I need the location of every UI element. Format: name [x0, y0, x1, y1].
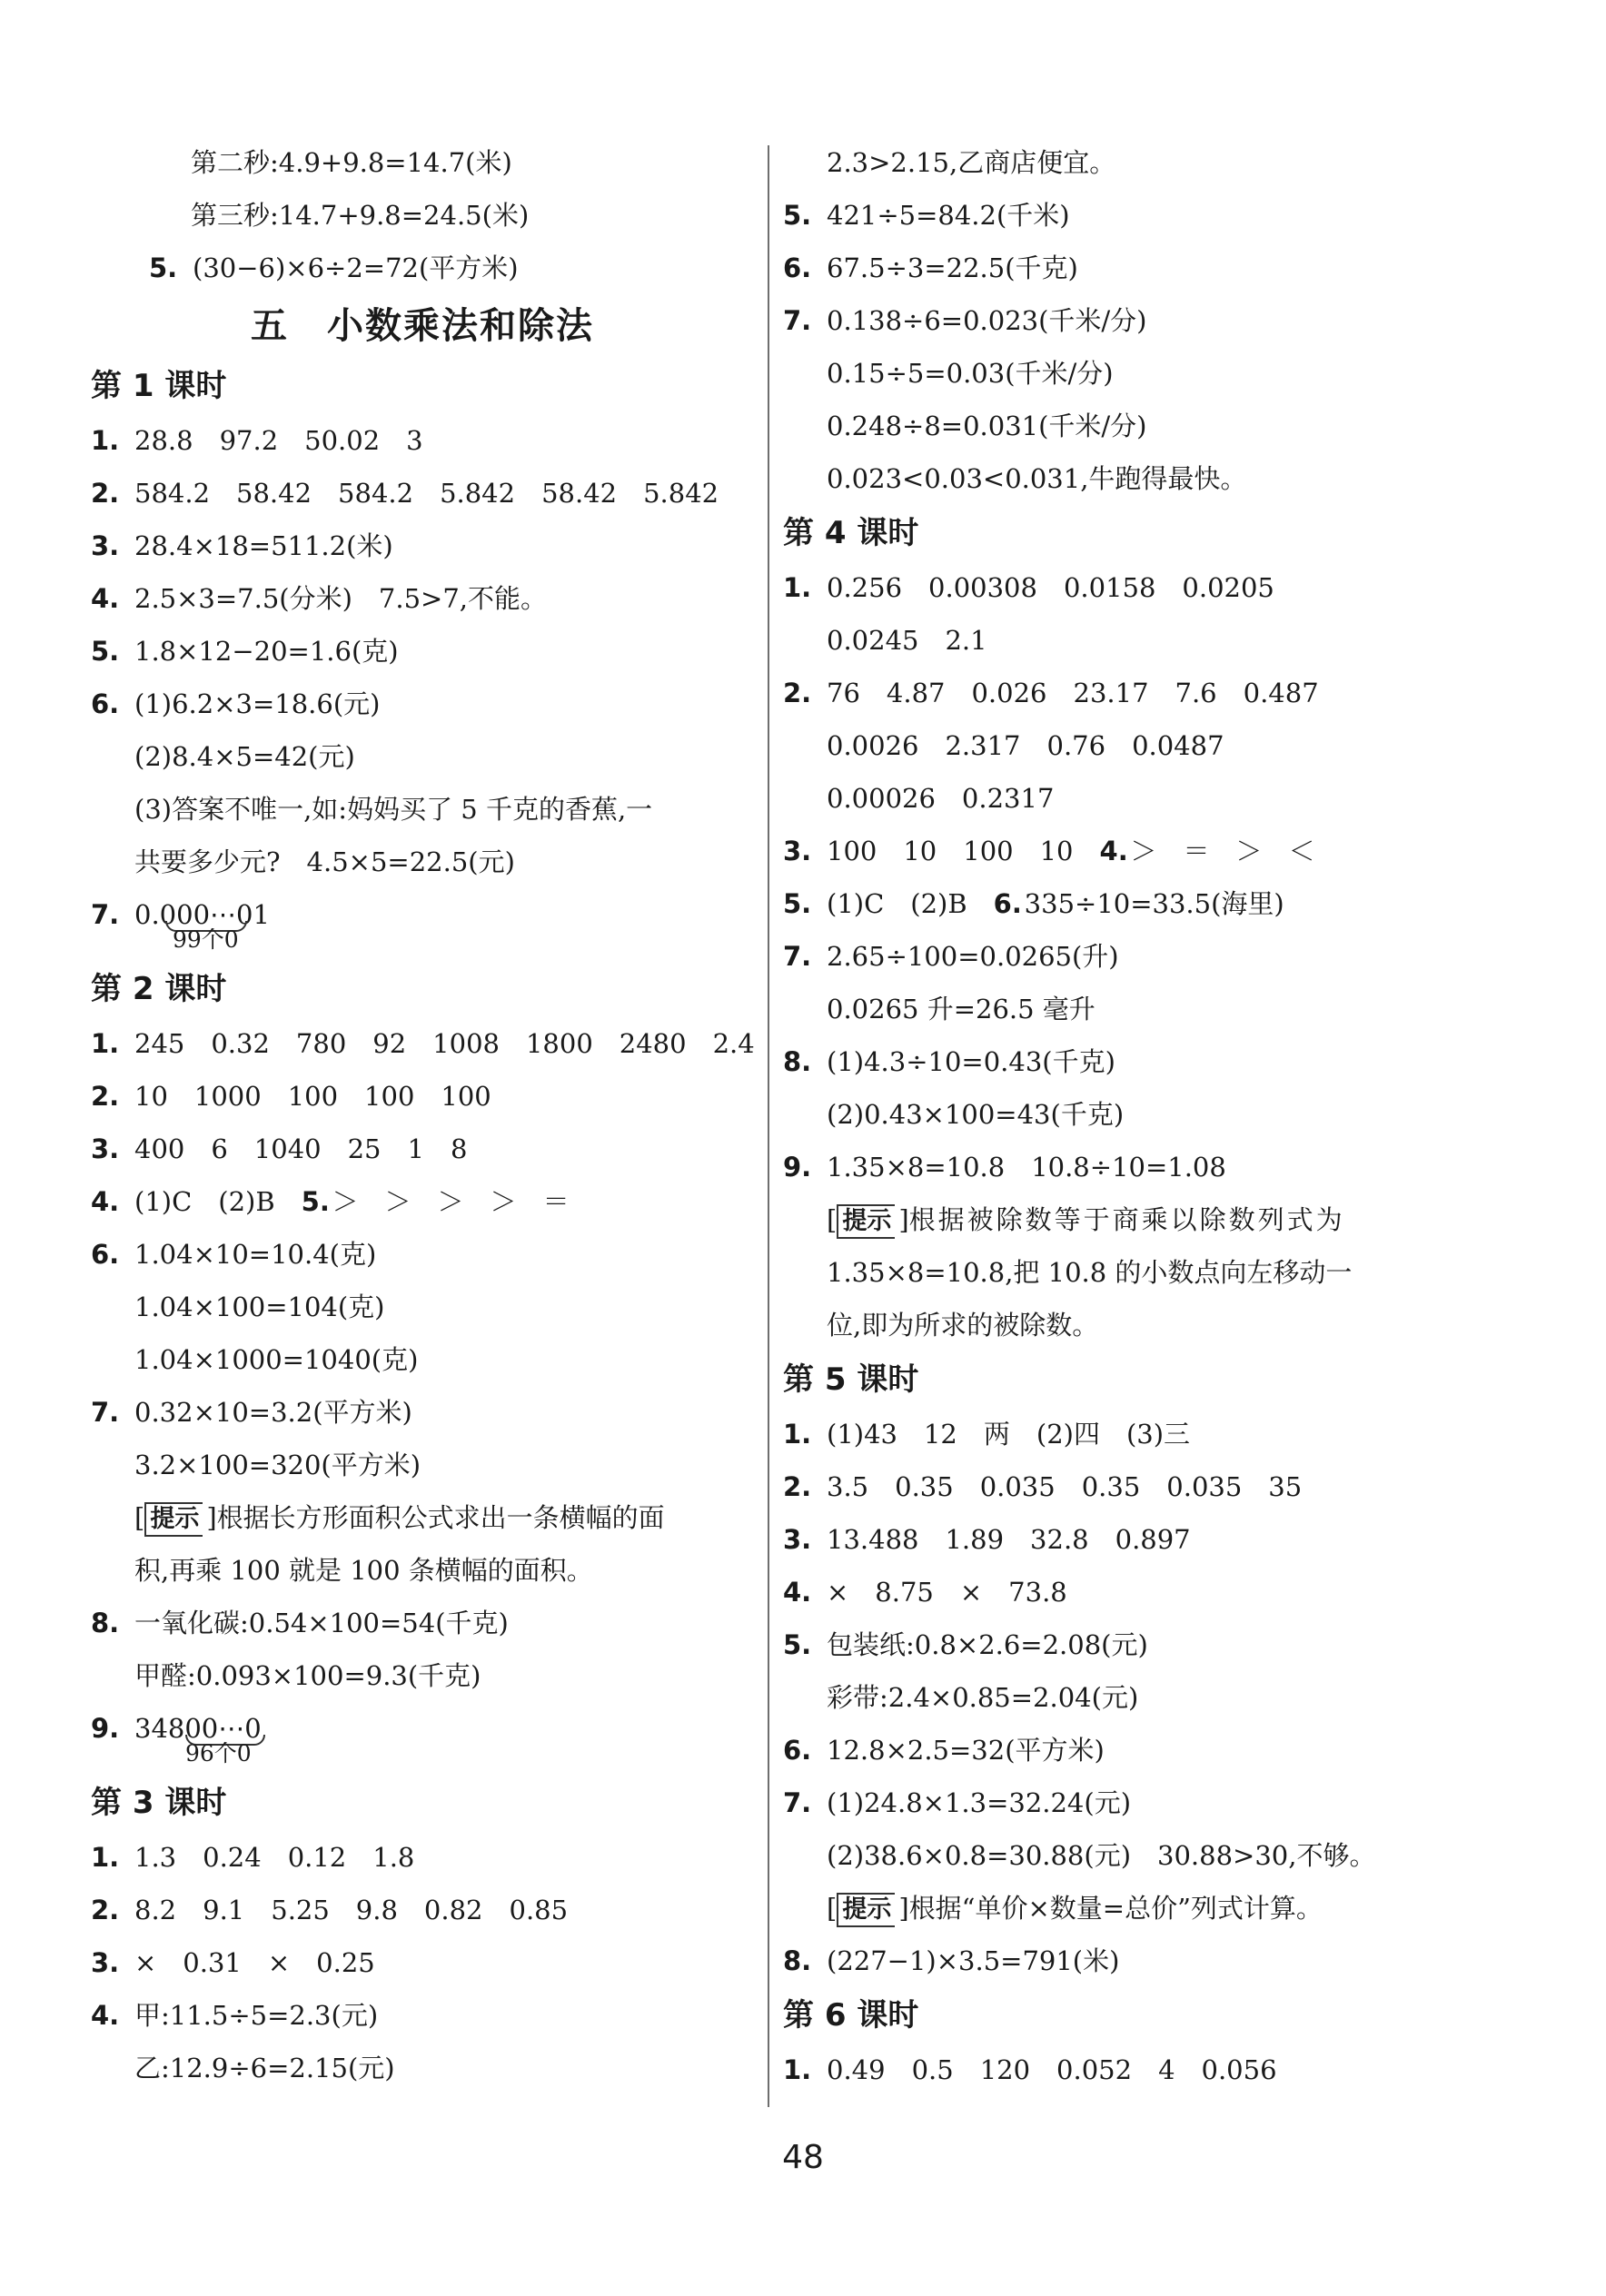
answer-text: (2)0.43×100=43(千克) — [827, 1099, 1125, 1130]
underbrace-label: 99个0 — [173, 926, 239, 953]
answer-line — [91, 1017, 754, 1070]
answer-line — [783, 2044, 1473, 2096]
question-number: 7. — [783, 1787, 812, 1818]
answer-line — [91, 572, 754, 625]
question-number: 3. — [783, 836, 812, 866]
answer-line — [91, 1386, 754, 1439]
answer-line — [783, 1460, 1473, 1513]
lesson-1-answers — [91, 414, 754, 961]
answer-text: 421÷5=84.2(千米) — [827, 200, 1070, 231]
answer-line — [783, 1513, 1473, 1566]
question-number: 5. — [91, 636, 120, 667]
lesson-heading: 第 2 课时 — [91, 971, 227, 1007]
hint-line — [91, 1544, 754, 1597]
answer-text: (1)24.8×1.3=32.24(元) — [827, 1787, 1132, 1818]
lesson-2-answers — [91, 1017, 754, 1775]
answer-text: 1.04×100=104(克) — [134, 1292, 385, 1322]
answer-line — [783, 242, 1473, 294]
answer-text: 0.49 0.5 120 0.052 4 0.056 — [827, 2054, 1277, 2085]
answer-line — [91, 1884, 754, 1936]
answer-line — [783, 825, 1473, 877]
answer-line — [783, 1724, 1473, 1776]
answer-line — [783, 189, 1473, 242]
answer-text: 0.0265 升=26.5 毫升 — [827, 994, 1095, 1024]
answer-text: 8.2 9.1 5.25 9.8 0.82 0.85 — [134, 1895, 569, 1925]
question-number: 6. — [783, 252, 812, 283]
answer-line — [91, 189, 754, 242]
answer-text: 第二秒:4.9+9.8=14.7(米) — [191, 147, 512, 178]
answer-text: 1.35×8=10.8 10.8÷10=1.08 — [827, 1152, 1226, 1183]
answer-text: 彩带:2.4×0.85=2.04(元) — [827, 1682, 1139, 1713]
answer-line — [783, 1141, 1473, 1193]
hint-text: 根据“单价×数量=总价”列式计算。 — [908, 1893, 1323, 1924]
hint-text: 位,即为所求的被除数。 — [827, 1310, 1099, 1341]
answer-line — [91, 2042, 754, 2094]
answer-line — [783, 1618, 1473, 1671]
answer-text: 0.32×10=3.2(平方米) — [134, 1397, 412, 1428]
column-divider — [768, 145, 769, 2107]
answer-line — [783, 667, 1473, 719]
hint-text: 根据长方形面积公式求出一条横幅的面 — [216, 1502, 665, 1533]
answer-text: 0.138÷6=0.023(千米/分) — [827, 305, 1147, 336]
lesson-6-answers — [783, 2044, 1473, 2096]
answer-text: 245 0.32 780 92 1008 1800 2480 2.4 — [134, 1028, 755, 1059]
answer-text: 28.4×18=511.2(米) — [134, 530, 393, 561]
page-number: 48 — [782, 2139, 824, 2176]
answer-text: 34800⋯0 — [134, 1713, 262, 1744]
answer-line — [783, 1566, 1473, 1618]
question-number: 2. — [783, 678, 812, 708]
answer-text: 12.8×2.5=32(平方米) — [827, 1735, 1105, 1766]
question-number: 6. — [91, 1239, 120, 1270]
answer-text: 3.2×100=320(平方米) — [134, 1450, 421, 1480]
answer-text: 1.04×1000=1040(克) — [134, 1344, 419, 1375]
chapter-title: 五 小数乘法和除法 — [251, 304, 594, 347]
question-number: 1. — [783, 1419, 812, 1450]
answer-text: 1.04×10=10.4(克) — [134, 1239, 377, 1270]
answer-text: 0.15÷5=0.03(千米/分) — [827, 358, 1114, 389]
answer-text: 甲醛:0.093×100=9.3(千克) — [134, 1660, 481, 1691]
answer-text: 0.00026 0.2317 — [827, 783, 1055, 814]
answer-line — [783, 614, 1473, 667]
question-number: 3. — [91, 1947, 120, 1978]
answer-line — [91, 1439, 754, 1491]
answer-line — [91, 888, 754, 961]
question-number: 3. — [91, 1133, 120, 1164]
answer-text: (1)C (2)B — [134, 1186, 302, 1217]
answer-text: 共要多少元? 4.5×5=22.5(元) — [134, 846, 515, 877]
answer-text: 0.0026 2.317 0.76 0.0487 — [827, 730, 1224, 761]
answer-text: 乙:12.9÷6=2.15(元) — [134, 2053, 395, 2083]
answer-text: (2)8.4×5=42(元) — [134, 741, 355, 772]
question-number: 5. — [783, 1629, 812, 1660]
answer-line — [91, 1649, 754, 1702]
lesson-heading: 第 4 课时 — [783, 515, 919, 551]
question-number: 1. — [783, 572, 812, 603]
answer-text: × 0.31 × 0.25 — [134, 1947, 375, 1978]
question-number: 5. — [783, 888, 812, 919]
lesson-heading: 第 5 课时 — [783, 1361, 919, 1398]
question-number: 4. — [783, 1577, 812, 1608]
question-number: 5. — [149, 252, 178, 283]
answer-text: (30−6)×6÷2=72(平方米) — [193, 252, 519, 283]
question-number: 3. — [783, 1524, 812, 1555]
answer-text: 2.3>2.15,乙商店便宜。 — [827, 147, 1116, 178]
answer-line — [783, 561, 1473, 614]
answer-text: (2)38.6×0.8=30.88(元) 30.88>30,不够。 — [827, 1840, 1376, 1871]
hint-label: 提示 — [144, 1502, 203, 1537]
hint-line: [ 提示 ]根据被除数等于商乘以除数列式为 — [783, 1193, 1473, 1246]
answer-line — [91, 1281, 754, 1333]
answer-line — [91, 730, 754, 783]
answer-line — [783, 877, 1473, 930]
answer-line — [783, 400, 1473, 452]
question-number: 9. — [783, 1152, 812, 1183]
question-number: 7. — [783, 305, 812, 336]
answer-text: 28.8 97.2 50.02 3 — [134, 425, 423, 456]
answer-text: 76 4.87 0.026 23.17 7.6 0.487 — [827, 678, 1319, 708]
answer-line — [91, 467, 754, 520]
hint-line — [783, 1246, 1473, 1299]
answer-line — [783, 136, 1473, 189]
answer-text: 584.2 58.42 584.2 5.842 58.42 5.842 — [134, 478, 719, 509]
answer-text: 335÷10=33.5(海里) — [1024, 888, 1284, 919]
answer-text: (1)4.3÷10=0.43(千克) — [827, 1046, 1115, 1077]
lesson-3-answers — [91, 1831, 754, 2094]
question-number: 7. — [91, 899, 120, 930]
answer-text: 1.3 0.24 0.12 1.8 — [134, 1842, 415, 1873]
answer-text: 一氧化碳:0.54×100=54(千克) — [134, 1608, 509, 1638]
answer-line — [91, 1228, 754, 1281]
question-number: 7. — [783, 941, 812, 972]
answer-line — [783, 772, 1473, 825]
lesson-heading: 第 1 课时 — [91, 368, 227, 404]
answer-line — [783, 294, 1473, 347]
answer-line — [783, 1035, 1473, 1088]
answer-text: 第三秒:14.7+9.8=24.5(米) — [191, 200, 530, 231]
question-number: 3. — [91, 530, 120, 561]
question-number: 8. — [783, 1046, 812, 1077]
answer-line — [91, 625, 754, 678]
hint-text: 根据被除数等于商乘以除数列式为 — [908, 1204, 1345, 1235]
answer-line — [91, 242, 754, 294]
answer-text: 0.256 0.00308 0.0158 0.0205 — [827, 572, 1274, 603]
answer-line — [91, 520, 754, 572]
lesson-heading: 第 3 课时 — [91, 1785, 227, 1821]
answer-line — [783, 719, 1473, 772]
question-number: 4. — [91, 1186, 120, 1217]
answer-text: 400 6 1040 25 1 8 — [134, 1133, 468, 1164]
answer-line — [91, 836, 754, 888]
answer-text: 0.248÷8=0.031(千米/分) — [827, 411, 1147, 441]
question-number: 9. — [91, 1713, 120, 1744]
left-column — [91, 136, 754, 2094]
question-number: 5. — [301, 1186, 330, 1217]
question-number: 1. — [91, 1842, 120, 1873]
question-number: 5. — [783, 200, 812, 231]
lesson-heading: 第 6 课时 — [783, 1997, 919, 2034]
answer-text: 1.8×12−20=1.6(克) — [134, 636, 399, 667]
question-number: 6. — [783, 1735, 812, 1766]
answer-text: 3.5 0.35 0.035 0.35 0.035 35 — [827, 1471, 1303, 1502]
answer-text: 67.5÷3=22.5(千克) — [827, 252, 1078, 283]
right-column — [783, 136, 1473, 2096]
lesson-4-answers — [783, 561, 1473, 1351]
answer-line — [783, 1829, 1473, 1882]
answer-text: 0.000⋯01 — [134, 899, 270, 930]
answer-text: 10 1000 100 100 100 — [134, 1081, 491, 1112]
question-number: 2. — [91, 478, 120, 509]
answer-text: ＞ ＝ ＞ ＜ — [1130, 836, 1315, 866]
answer-text: (227−1)×3.5=791(米) — [827, 1945, 1120, 1976]
question-number: 4. — [91, 583, 120, 614]
answer-text: 100 10 100 10 — [827, 836, 1100, 866]
answer-line — [91, 1175, 754, 1228]
answer-line — [91, 1702, 754, 1775]
answer-text: 包装纸:0.8×2.6=2.08(元) — [827, 1629, 1148, 1660]
answer-line — [783, 1935, 1473, 1987]
answer-text: (3)答案不唯一,如:妈妈买了 5 千克的香蕉,一 — [134, 794, 653, 825]
answer-line — [91, 1597, 754, 1649]
answer-line — [783, 1088, 1473, 1141]
answer-line — [783, 347, 1473, 400]
answer-line — [91, 136, 754, 189]
question-number: 2. — [783, 1471, 812, 1502]
hint-label: 提示 — [837, 1204, 895, 1239]
question-number: 6. — [91, 688, 120, 719]
answer-text: 2.65÷100=0.0265(升) — [827, 941, 1119, 972]
question-number: 6. — [993, 888, 1022, 919]
answer-line — [91, 1333, 754, 1386]
question-number: 4. — [91, 2000, 120, 2031]
answer-text: 0.0245 2.1 — [827, 625, 987, 656]
answer-line — [783, 983, 1473, 1035]
answer-line — [91, 783, 754, 836]
answer-text: 13.488 1.89 32.8 0.897 — [827, 1524, 1191, 1555]
question-number: 2. — [91, 1081, 120, 1112]
hint-label: 提示 — [837, 1893, 895, 1927]
hint-text: 积,再乘 100 就是 100 条横幅的面积。 — [134, 1555, 593, 1586]
answer-line — [783, 452, 1473, 505]
answer-line — [91, 1123, 754, 1175]
underbrace-label: 96个0 — [185, 1740, 252, 1767]
answer-line — [91, 1070, 754, 1123]
answer-line — [783, 1408, 1473, 1460]
question-number: 8. — [91, 1608, 120, 1638]
question-number: 4. — [1099, 836, 1128, 866]
answer-text: ＞ ＞ ＞ ＞ ＝ — [332, 1186, 570, 1217]
answer-line — [91, 678, 754, 730]
question-number: 1. — [91, 425, 120, 456]
question-number: 2. — [91, 1895, 120, 1925]
answer-text: 0.023<0.03<0.031,牛跑得最快。 — [827, 463, 1247, 494]
answer-line — [783, 930, 1473, 983]
answer-line — [91, 1936, 754, 1989]
answer-text: 甲:11.5÷5=2.3(元) — [134, 2000, 379, 2031]
hint-line: [ 提示 ]根据“单价×数量=总价”列式计算。 — [783, 1882, 1473, 1935]
hint-text: 1.35×8=10.8,把 10.8 的小数点向左移动一 — [827, 1257, 1353, 1288]
question-number: 1. — [91, 1028, 120, 1059]
answer-text: 2.5×3=7.5(分米) 7.5>7,不能。 — [134, 583, 548, 614]
answer-text: (1)6.2×3=18.6(元) — [134, 688, 381, 719]
hint-line: [ 提示 ]根据长方形面积公式求出一条横幅的面 — [91, 1491, 754, 1544]
answer-line — [91, 1831, 754, 1884]
hint-line — [783, 1299, 1473, 1351]
answer-text: × 8.75 × 73.8 — [827, 1577, 1067, 1608]
answer-line — [783, 1776, 1473, 1829]
lesson-5-answers — [783, 1408, 1473, 1987]
question-number: 1. — [783, 2054, 812, 2085]
answer-text: (1)C (2)B — [827, 888, 994, 919]
question-number: 8. — [783, 1945, 812, 1976]
answer-line — [91, 414, 754, 467]
question-number: 7. — [91, 1397, 120, 1428]
answer-line — [91, 1989, 754, 2042]
answer-text: (1)43 12 两 (2)四 (3)三 — [827, 1419, 1191, 1450]
answer-line — [783, 1671, 1473, 1724]
